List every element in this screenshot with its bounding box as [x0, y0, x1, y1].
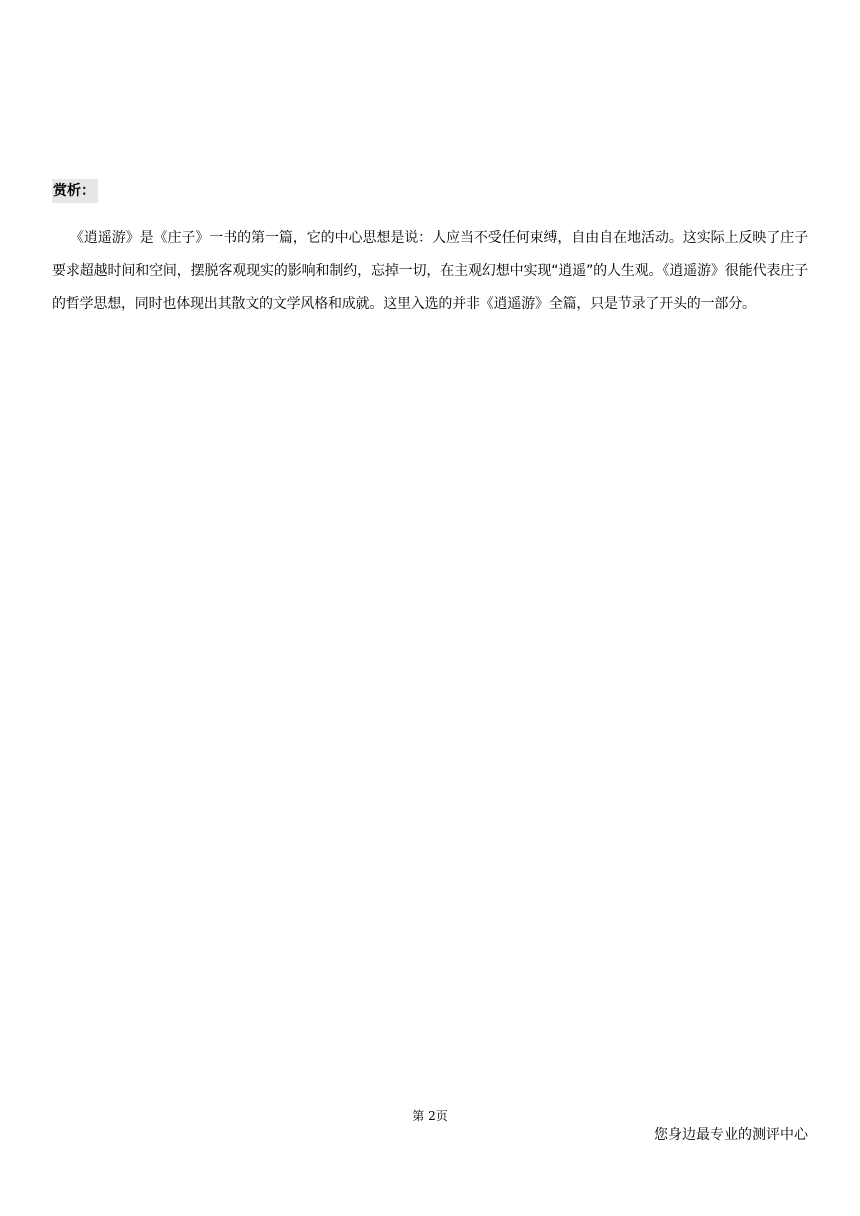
- page-number: 第 2页: [412, 1109, 448, 1123]
- section-label-analysis: 赏析：: [52, 179, 98, 203]
- analysis-paragraph: 《逍遥游》是《庄子》一书的第一篇，它的中心思想是说：人应当不受任何束缚，自由自在地活动。这实际上反映了庄子要求超越时间和空间，摆脱客观现实的影响和制约，忘掉一切，在主观幻想中实现“逍遥”的人生观。《逍遥游》很能代表庄子的哲学思想，同时也体现出其散文的文学风格和成就。这里入选的并非《逍遥游》全篇，只是节录了开头的一部分。: [52, 230, 808, 312]
- footer-slogan: 您身边最专业的测评中心: [654, 1127, 808, 1143]
